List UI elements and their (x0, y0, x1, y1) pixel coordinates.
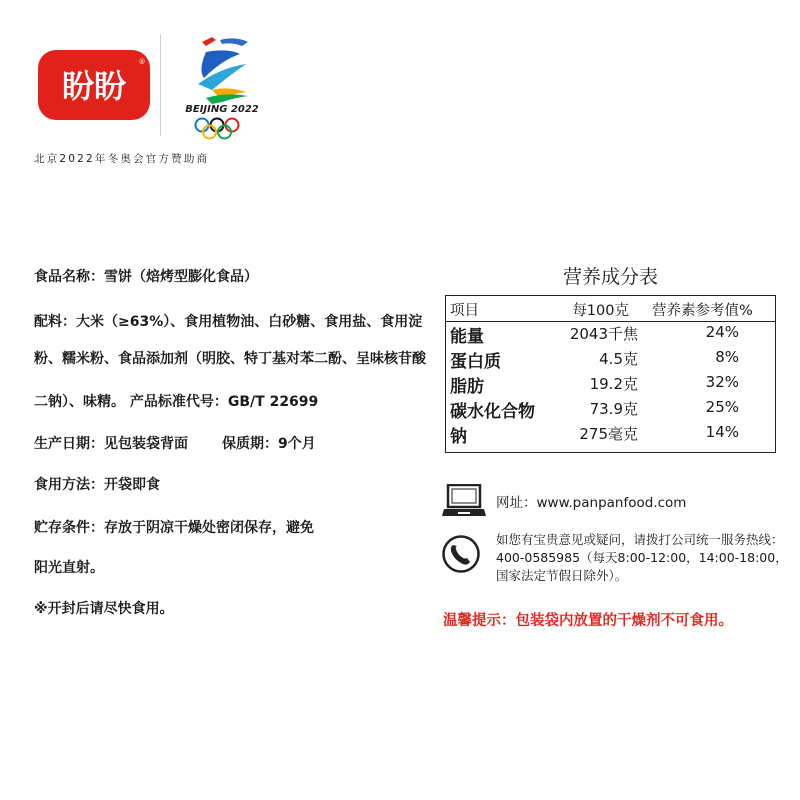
storage-line-2: 阳光直射。 (34, 560, 104, 576)
header-divider (160, 34, 161, 136)
header-nrv: 营养素参考值% (652, 303, 753, 319)
row-value: 4.5克 (599, 350, 638, 368)
nutrition-table-title: 营养成分表 (562, 266, 658, 288)
phone-icon (441, 534, 481, 574)
olympic-rings-icon (196, 119, 239, 139)
service-hotline (496, 531, 788, 585)
row-value: 73.9克 (589, 400, 638, 418)
panpan-logo (38, 50, 150, 120)
header-per-100g: 每100克 (572, 303, 629, 319)
row-item: 钠 (450, 427, 467, 447)
open-notice: ※开封后请尽快食用。 (34, 601, 174, 617)
product-name: 食品名称：雪饼（焙烤型膨化食品） (34, 269, 258, 285)
table-row (446, 348, 775, 373)
table-row (446, 398, 775, 423)
row-value: 19.2克 (589, 375, 638, 393)
service-line-2: 400-0585985（每天8:00-12:00，14:00-18:00， (496, 550, 788, 565)
dates-line (34, 433, 316, 453)
ingredients-line-3: 二钠）、味精。 产品标准代号：GB/T 22699 (34, 394, 319, 410)
table-row (446, 423, 775, 448)
service-line-1: 如您有宝贵意见或疑问，请拨打公司统一服务热线： (496, 532, 784, 547)
beijing-2022-emblem (176, 34, 268, 140)
row-value: 275毫克 (579, 425, 638, 443)
service-line-3: 国家法定节假日除外）。 (496, 568, 628, 583)
nutrition-table-header (446, 296, 775, 322)
row-nrv: 14% (705, 423, 739, 441)
row-nrv: 8% (715, 348, 739, 366)
row-value: 2043千焦 (569, 325, 638, 343)
ingredients-line-2: 粉、糯米粉、食品添加剂（明胶、特丁基对苯二酚、呈味核苷酸 (34, 351, 426, 367)
olympic-wordmark: BEIJING 2022 (185, 104, 259, 115)
shelf-life: 保质期：9个月 (222, 436, 316, 452)
row-nrv: 24% (705, 323, 739, 341)
website-url: 网址：www.panpanfood.com (496, 495, 687, 511)
table-row (446, 323, 775, 348)
row-item: 碳水化合物 (450, 402, 535, 422)
row-nrv: 25% (705, 398, 739, 416)
row-item: 蛋白质 (450, 352, 501, 372)
computer-icon (442, 484, 486, 518)
desiccant-warning: 温馨提示：包装袋内放置的干燥剂不可食用。 (443, 613, 733, 629)
row-nrv: 32% (705, 373, 739, 391)
ingredients-line-1: 配料：大米（≥63%）、食用植物油、白砂糖、食用盐、食用淀 (34, 314, 423, 330)
row-item: 脂肪 (450, 377, 484, 397)
nutrition-table (445, 295, 776, 453)
svg-text:®: ® (138, 58, 146, 66)
row-item: 能量 (450, 327, 484, 347)
production-date: 生产日期：见包装袋背面 (34, 436, 188, 452)
usage-method: 食用方法：开袋即食 (34, 477, 160, 493)
sponsor-line: 北京2022年冬奥会官方赞助商 (34, 153, 210, 165)
table-row (446, 373, 775, 398)
brand-logo-text: 盼盼 (61, 67, 127, 105)
header-item: 项目 (450, 303, 479, 319)
storage-line-1: 贮存条件：存放于阴凉干燥处密闭保存，避免 (34, 520, 314, 536)
